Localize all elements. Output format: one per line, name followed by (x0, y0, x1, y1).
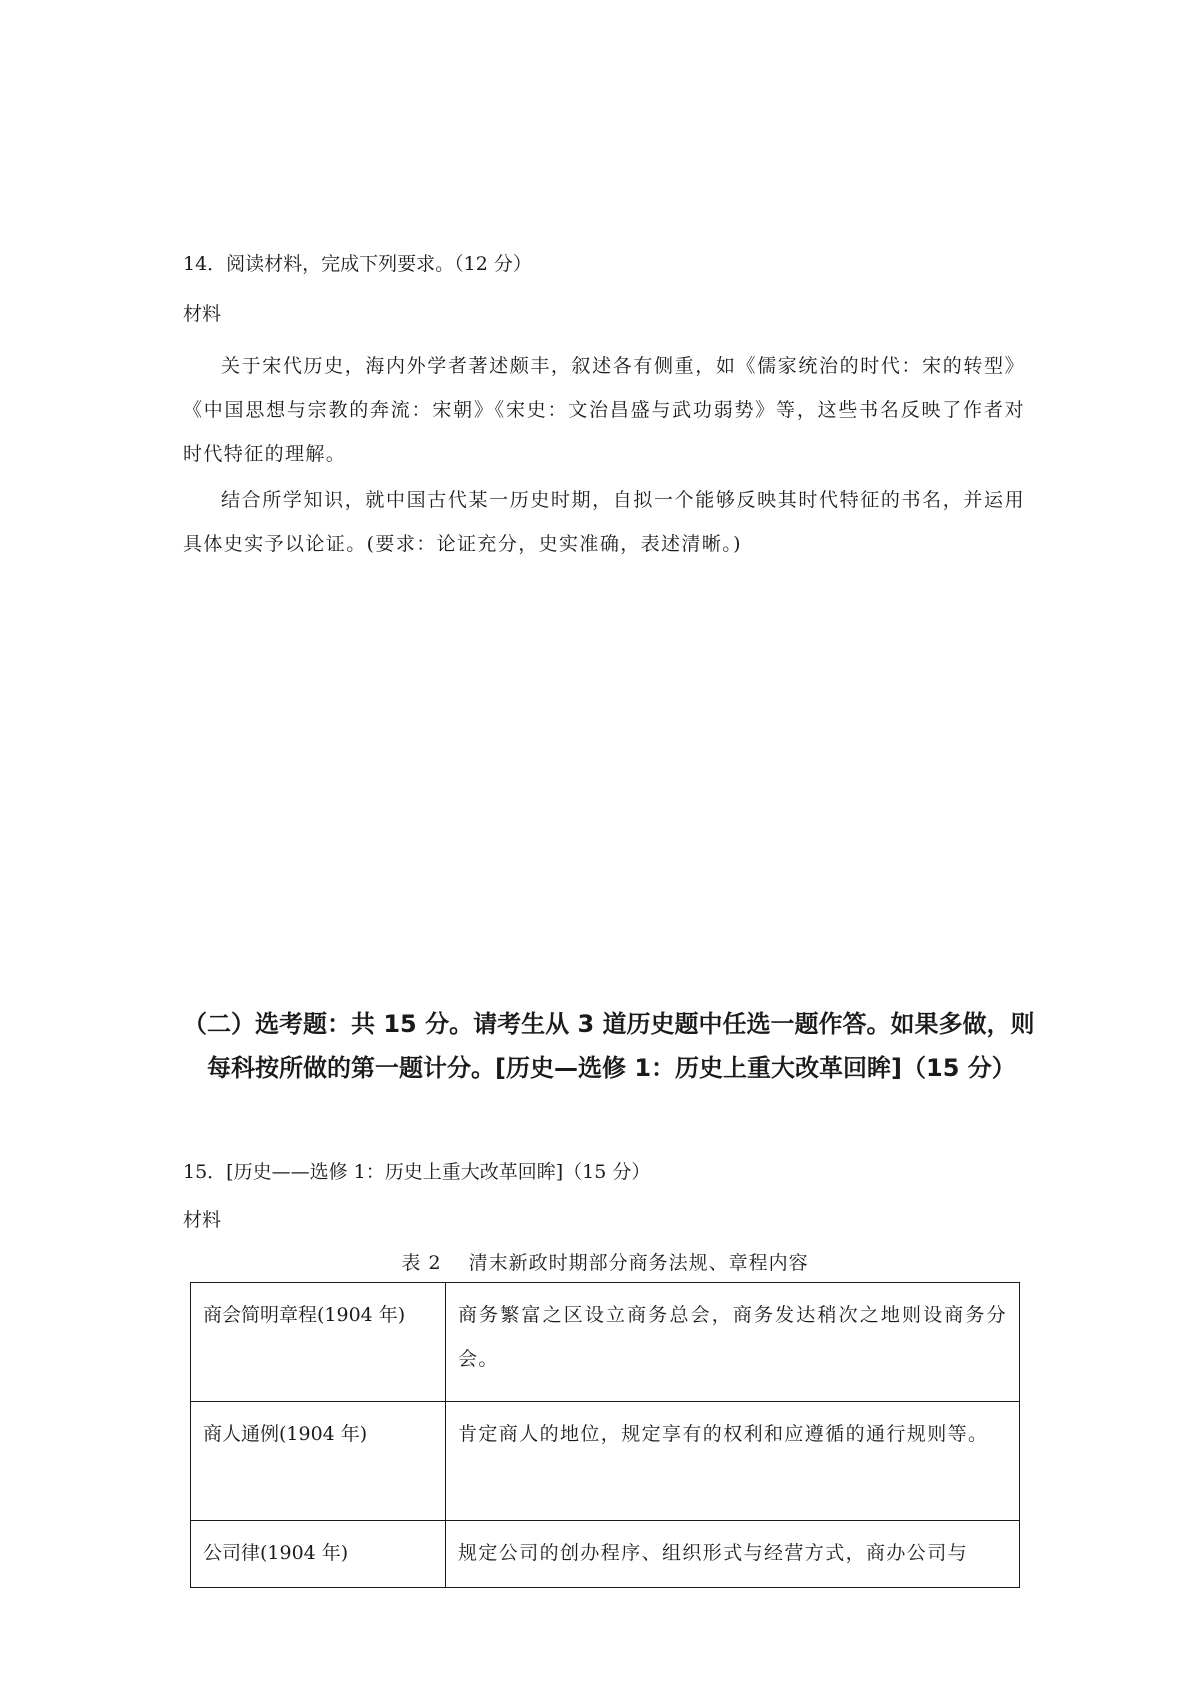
question-15-title: 15．[历史——选修 1：历史上重大改革回眸]（15 分） (183, 1161, 651, 1183)
regulation-content-cell: 商务繁富之区设立商务总会，商务发达稍次之地则设商务分会。 (446, 1283, 1020, 1402)
regulation-name-cell: 商人通例(1904 年) (191, 1402, 446, 1521)
question-14-title: 14．阅读材料，完成下列要求。（12 分） (183, 253, 532, 275)
commercial-regulations-table (190, 1282, 1020, 1588)
table-row (191, 1402, 1020, 1521)
table-caption: 表 2 清末新政时期部分商务法规、章程内容 (401, 1252, 809, 1274)
question-14-task-paragraph: 结合所学知识，就中国古代某一历史时期，自拟一个能够反映其时代特征的书名，并运用具体史实予以论证。(要求：论证充分，史实准确，表述清晰。) (183, 489, 1025, 555)
question-14-material-paragraph: 关于宋代历史，海内外学者著述颇丰，叙述各有侧重，如《儒家统治的时代：宋的转型》《中国思想与宗教的奔流：宋朝》《宋史：文治昌盛与武功弱势》等，这些书名反映了作者对时代特征的理解。 (183, 355, 1025, 465)
table-row (191, 1521, 1020, 1588)
regulation-content-cell: 肯定商人的地位，规定享有的权利和应遵循的通行规则等。 (446, 1402, 1020, 1521)
elective-section-heading: （二）选考题：共 15 分。请考生从 3 道历史题中任选一题作答。如果多做，则每科按所做的第一题计分。[历史—选修 1：历史上重大改革回眸]（15 分） (183, 1010, 1035, 1082)
table-row (191, 1283, 1020, 1402)
regulation-name-cell: 公司律(1904 年) (191, 1521, 446, 1588)
question-15-material-label: 材料 (183, 1209, 222, 1231)
question-14-material-label: 材料 (183, 303, 222, 325)
regulation-content-cell: 规定公司的创办程序、组织形式与经营方式，商办公司与 (446, 1521, 1020, 1588)
regulation-name-cell: 商会简明章程(1904 年) (191, 1283, 446, 1402)
